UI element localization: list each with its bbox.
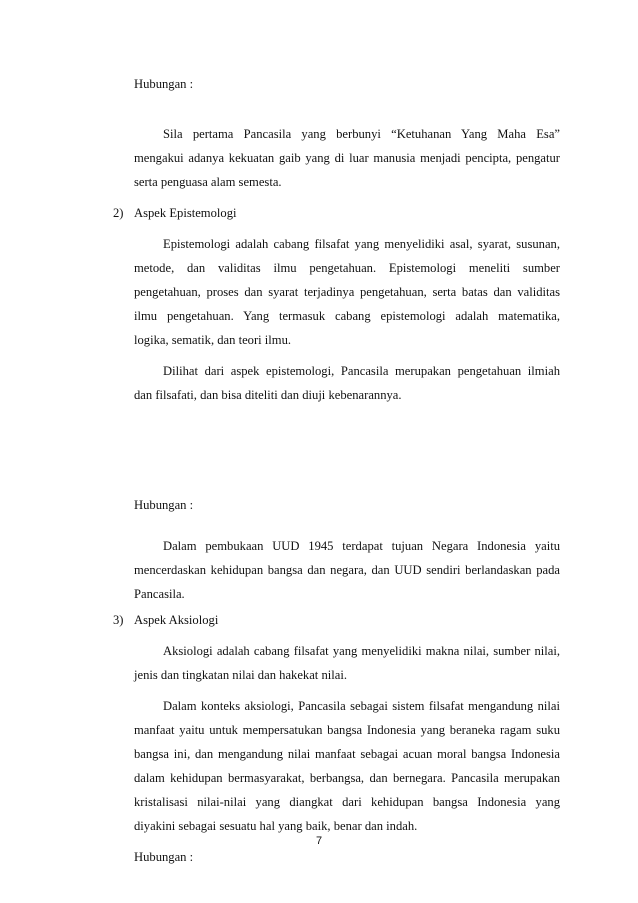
paragraph-line: pengetahuan, proses dan syarat terjadinya pengetahuan, serta batas dan validitas bbox=[134, 285, 560, 299]
paragraph-line: dan filsafati, dan bisa diteliti dan diuji kebenarannya. bbox=[134, 388, 402, 402]
page-number: 7 bbox=[315, 835, 323, 847]
paragraph-line: diyakini sebagai sesuatu hal yang baik, benar dan indah. bbox=[134, 819, 418, 833]
paragraph-line: Aksiologi adalah cabang filsafat yang menyelidiki makna nilai, sumber nilai, bbox=[163, 644, 560, 658]
paragraph-line: metode, dan validitas ilmu pengetahuan. Epistemologi meneliti sumber bbox=[134, 261, 560, 275]
paragraph-line: ilmu pengetahuan. Yang termasuk cabang epistemologi adalah matematika, bbox=[134, 309, 560, 323]
paragraph-line: Dalam konteks aksiologi, Pancasila sebagai sistem filsafat mengandung nilai bbox=[163, 699, 560, 713]
list-number: 2) bbox=[113, 206, 124, 220]
paragraph-line: Dalam pembukaan UUD 1945 terdapat tujuan Negara Indonesia yaitu bbox=[163, 539, 560, 553]
section-title-epistemologi: Aspek Epistemologi bbox=[134, 206, 237, 220]
section-heading-hubungan: Hubungan : bbox=[134, 850, 194, 864]
list-number: 3) bbox=[113, 613, 124, 627]
paragraph-line: mencerdaskan kehidupan bangsa dan negara, dan UUD sendiri berlandaskan pada bbox=[134, 563, 560, 577]
paragraph-line: Sila pertama Pancasila yang berbunyi “Ketuhanan Yang Maha Esa” bbox=[163, 127, 560, 141]
paragraph-line: serta penguasa alam semesta. bbox=[134, 175, 282, 189]
paragraph-line: Dilihat dari aspek epistemologi, Pancasila merupakan pengetahuan ilmiah bbox=[163, 364, 560, 378]
section-heading-hubungan: Hubungan : bbox=[134, 77, 194, 91]
paragraph-line: Pancasila. bbox=[134, 587, 185, 601]
paragraph-line: mengakui adanya kekuatan gaib yang di luar manusia menjadi pencipta, pengatur bbox=[134, 151, 560, 165]
section-heading-hubungan: Hubungan : bbox=[134, 498, 194, 512]
section-title-aksiologi: Aspek Aksiologi bbox=[134, 613, 219, 627]
paragraph-line: jenis dan tingkatan nilai dan hakekat nilai. bbox=[134, 668, 347, 682]
paragraph-line: manfaat yaitu untuk mempersatukan bangsa Indonesia yang beraneka ragam suku bbox=[134, 723, 560, 737]
paragraph-line: logika, sematik, dan teori ilmu. bbox=[134, 333, 292, 347]
paragraph-line: Epistemologi adalah cabang filsafat yang menyelidiki asal, syarat, susunan, bbox=[163, 237, 560, 251]
paragraph-line: bangsa ini, dan mengandung nilai manfaat sebagai acuan moral bangsa Indonesia bbox=[134, 747, 560, 761]
paragraph-line: dalam kehidupan bermasyarakat, berbangsa, dan bernegara. Pancasila merupakan bbox=[134, 771, 560, 785]
paragraph-line: kristalisasi nilai-nilai yang diangkat dari kehidupan bangsa Indonesia yang bbox=[134, 795, 560, 809]
